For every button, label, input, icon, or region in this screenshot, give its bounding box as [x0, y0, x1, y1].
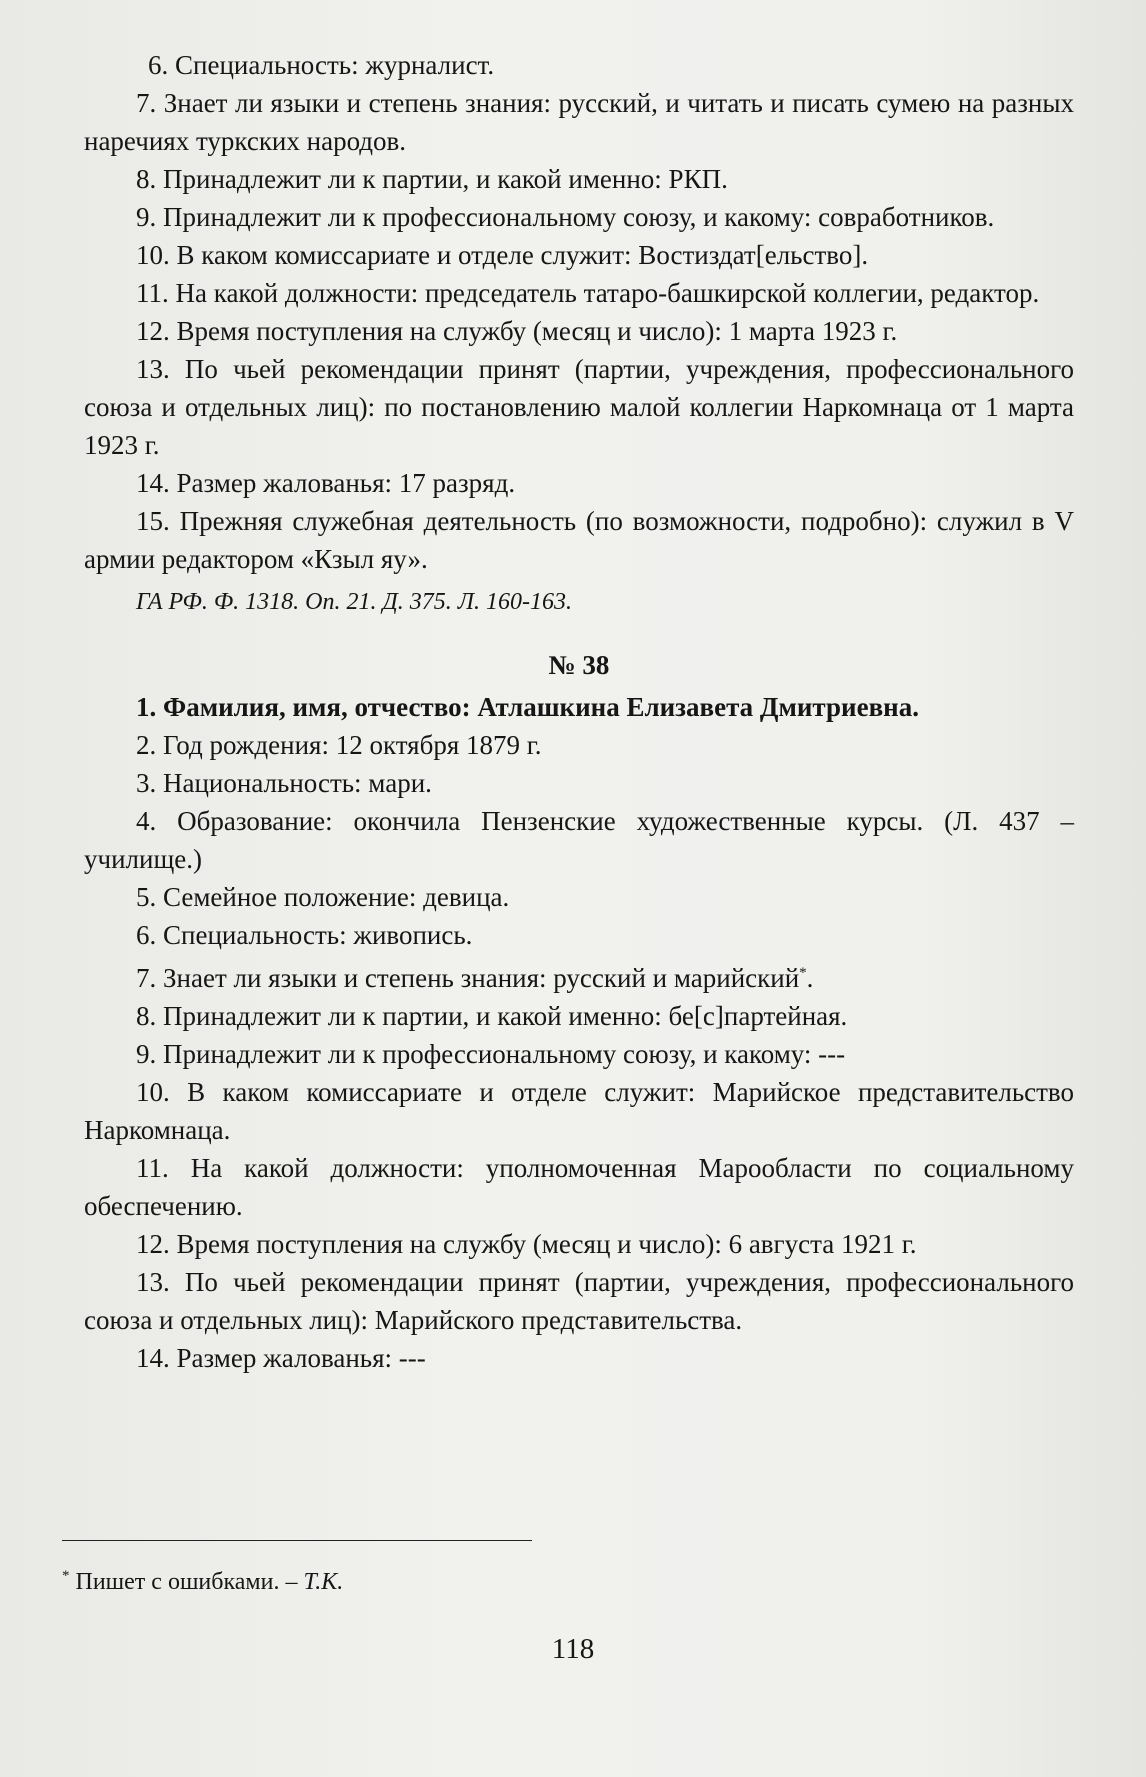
line-recommendation-38: 13. По чьей рекомендации принят (партии, учреждения, профессионального союза и отдельных лиц): Марийского представительства.: [84, 1267, 1074, 1335]
line-full-name: 1. Фамилия, имя, отчество: Атлашкина Елизавета Дмитриевна.: [136, 692, 919, 722]
document-number: № 38: [548, 650, 610, 680]
line-commissariat-38: 10. В каком комиссариате и отделе служит: Марийское представительство Наркомнаца.: [84, 1077, 1074, 1145]
footnote: [62, 1560, 343, 1598]
line-education: 4. Образование: окончила Пензенские художественные курсы. (Л. 437 – училище.): [84, 806, 1074, 874]
line-nationality: 3. Национальность: мари.: [136, 768, 432, 798]
footnote-initials: Т.К.: [303, 1569, 344, 1595]
line-start-date-38: 12. Время поступления на службу (месяц и число): 6 августа 1921 г.: [136, 1229, 917, 1259]
line-salary-38: 14. Размер жалованья: ---: [136, 1343, 426, 1373]
line-languages-38: [84, 954, 1074, 997]
line-position: 11. На какой должности: председатель татаро-башкирской коллегии, редактор.: [136, 278, 1040, 308]
line-previous-service: 15. Прежняя служебная деятельность (по возможности, подробно): служил в V армии редактором «Кзыл яу».: [84, 506, 1074, 574]
page-number: 118: [551, 1633, 595, 1665]
footnote-text: Пишет с ошибками. –: [69, 1569, 304, 1595]
line-party-38: 8. Принадлежит ли к партии, и какой именно: бе[с]партейная.: [136, 1001, 848, 1031]
footnote-divider: [62, 1540, 532, 1541]
line-recommendation: 13. По чьей рекомендации принят (партии, учреждения, профессионального союза и отдельных лиц): по постановлению малой коллегии Наркомнаца от 1 марта 1923 г.: [84, 354, 1074, 460]
line-languages: 7. Знает ли языки и степень знания: русский, и читать и писать сумею на разных наречиях туркских народов.: [84, 88, 1074, 156]
archive-source: ГА РФ. Ф. 1318. Оп. 21. Д. 375. Л. 160-163.: [136, 589, 572, 615]
line-specialty-38: 6. Специальность: живопись.: [136, 920, 473, 950]
line-union-38: 9. Принадлежит ли к профессиональному союзу, и какому: ---: [136, 1039, 846, 1069]
line-union: 9. Принадлежит ли к профессиональному союзу, и какому: совработников.: [136, 202, 995, 232]
line-salary: 14. Размер жалованья: 17 разряд.: [136, 468, 516, 498]
footnote-marker-ref: *: [62, 1568, 70, 1584]
line-position-38: 11. На какой должности: уполномоченная Марообласти по социальному обеспечению.: [84, 1153, 1074, 1221]
line-languages-38-text: 7. Знает ли языки и степень знания: русский и марийский: [136, 963, 800, 993]
line-commissariat: 10. В каком комиссариате и отделе служит: Востиздат[ельство].: [136, 240, 869, 270]
line-languages-38-end: .: [806, 963, 814, 993]
line-birth-year: 2. Год рождения: 12 октября 1879 г.: [136, 730, 542, 760]
footnote-marker: *: [799, 965, 807, 981]
line-party: 8. Принадлежит ли к партии, и какой именно: РКП.: [136, 164, 728, 194]
line-marital-status: 5. Семейное положение: девица.: [136, 882, 510, 912]
page-body: [84, 46, 1074, 1377]
line-specialty: 6. Специальность: журналист.: [148, 50, 495, 80]
line-start-date: 12. Время поступления на службу (месяц и число): 1 марта 1923 г.: [136, 316, 898, 346]
